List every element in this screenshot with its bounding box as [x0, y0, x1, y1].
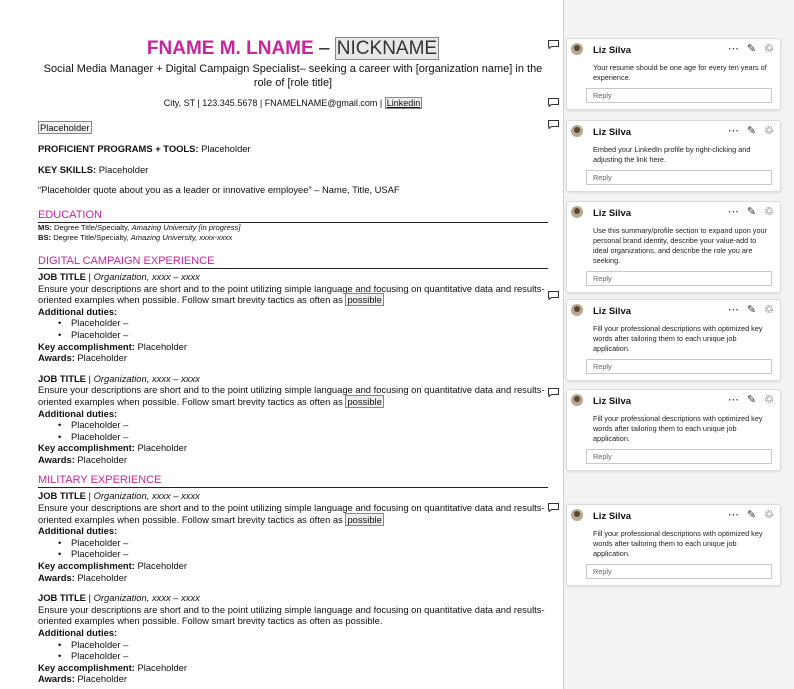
- comment-tools: [728, 124, 774, 137]
- pencil-icon[interactable]: ✎: [746, 509, 757, 521]
- programs-value: Placeholder: [198, 143, 251, 155]
- programs-line: [38, 143, 548, 155]
- comment-author: Liz Silva: [593, 396, 632, 407]
- bs-label: BS:: [38, 232, 52, 242]
- more-options-icon[interactable]: ⋯: [727, 43, 739, 55]
- description-text: Ensure your descriptions are short and to the point utilizing simple language and focusing on quantitative data and results-oriented examples when possible. Follow smart brevity tactics as often as: [38, 502, 545, 525]
- awards-line: [38, 673, 548, 685]
- awards-line: [38, 352, 548, 364]
- separator: |: [85, 592, 94, 604]
- job-organization: Organization, xxxx – xxxx: [93, 592, 200, 604]
- more-options-icon[interactable]: ⋯: [727, 509, 739, 521]
- summary: [38, 121, 548, 135]
- comment-author: Liz Silva: [593, 511, 632, 522]
- separator: |: [85, 270, 94, 282]
- awards-label: Awards:: [38, 352, 75, 364]
- summary-placeholder[interactable]: Placeholder: [40, 121, 90, 133]
- military-job-2: [38, 592, 548, 685]
- comment-text: Fill your professional descriptions with optimized key words after tailoring them to each unique job application.: [593, 324, 763, 353]
- comment-text: Your resume should be one age for every ten years of experience.: [593, 63, 767, 82]
- commented-text[interactable]: possible: [347, 395, 382, 407]
- nickname[interactable]: NICKNAME: [336, 38, 438, 59]
- comment-marker-icon[interactable]: [548, 120, 559, 129]
- name-heading: [38, 36, 548, 62]
- list-item: • Placeholder –: [58, 329, 548, 341]
- ms-school: Amazing University [in progress]: [131, 222, 241, 232]
- linkedin-link[interactable]: Linkedin: [386, 98, 421, 108]
- comment-author: Liz Silva: [593, 127, 632, 138]
- separator: |: [194, 98, 203, 108]
- comment-marker-icon[interactable]: [548, 40, 559, 49]
- like-icon[interactable]: ♲: [764, 206, 774, 218]
- pencil-icon[interactable]: ✎: [746, 304, 757, 316]
- education-heading: EDUCATION: [38, 209, 548, 223]
- commented-text[interactable]: possible: [347, 294, 382, 306]
- more-options-icon[interactable]: ⋯: [727, 125, 739, 137]
- ms-degree: Degree Title/Specialty,: [51, 222, 132, 232]
- comment-header: [567, 505, 780, 527]
- more-options-icon[interactable]: ⋯: [727, 304, 739, 316]
- like-icon[interactable]: ♲: [764, 509, 774, 521]
- job-description: [38, 283, 548, 306]
- job-title: JOB TITLE: [38, 270, 86, 282]
- description-text: Ensure your descriptions are short and to the point utilizing simple language and focusing on quantitative data and results-oriented examples when possible. Follow smart brevity tactics as often as: [38, 282, 545, 306]
- comment-author: Liz Silva: [593, 45, 632, 56]
- skills-value: Placeholder: [96, 163, 149, 175]
- job-organization: Organization, xxxx – xxxx: [93, 490, 200, 502]
- awards-value: Placeholder: [74, 571, 127, 583]
- comment-text: Embed your LinkedIn profile by right-clicking and adjusting the link here.: [593, 145, 751, 164]
- job-header: [38, 592, 548, 604]
- accomplishment-label: Key accomplishment:: [38, 340, 135, 352]
- accomplishment-label: Key accomplishment:: [38, 442, 135, 454]
- awards-value: Placeholder: [74, 352, 127, 364]
- job-header: [38, 271, 548, 283]
- pencil-icon[interactable]: ✎: [746, 394, 757, 406]
- comment-header: [567, 300, 780, 322]
- education-ms: [38, 223, 548, 233]
- military-experience-heading: MILITARY EXPERIENCE: [38, 474, 548, 488]
- contact-line: [38, 98, 548, 110]
- job-organization: Organization, xxxx – xxxx: [93, 372, 200, 384]
- comment-marker-icon[interactable]: [548, 388, 559, 397]
- list-item: • Placeholder –: [58, 317, 548, 329]
- digital-job-1: [38, 271, 548, 364]
- avatar: [571, 43, 583, 55]
- duties-list: [58, 419, 548, 442]
- reply-input[interactable]: Reply: [586, 564, 772, 579]
- job-header: [38, 373, 548, 385]
- comment-marker-icon[interactable]: [548, 291, 559, 300]
- accomplishment-value: Placeholder: [134, 560, 188, 572]
- like-icon[interactable]: ♲: [764, 394, 774, 406]
- awards-label: Awards:: [38, 453, 75, 465]
- like-icon[interactable]: ♲: [764, 43, 774, 55]
- job-title: JOB TITLE: [38, 592, 86, 604]
- accomplishment-line: [38, 442, 548, 454]
- military-job-1: [38, 490, 548, 583]
- list-item: • Placeholder –: [58, 548, 548, 560]
- job-title: JOB TITLE: [38, 490, 86, 502]
- name-dash: –: [313, 38, 335, 59]
- quote-line: “Placeholder quote about you as a leader or innovative employee” – Name, Title, USAF: [38, 184, 400, 196]
- avatar: [571, 125, 583, 137]
- programs-label: PROFICIENT PROGRAMS + TOOLS:: [38, 143, 199, 155]
- job-description: Ensure your descriptions are short and to the point utilizing simple language and focusing on quantitative data and results-oriented examples when possible. Follow smart brevity tactics as often as possible.: [38, 603, 545, 627]
- comment-marker-icon[interactable]: [548, 503, 559, 512]
- comment-author: Liz Silva: [593, 306, 632, 317]
- phone: 123.345.5678: [202, 98, 258, 108]
- comment-author: Liz Silva: [593, 208, 632, 219]
- duties-list: [58, 537, 548, 560]
- comment-marker-icon[interactable]: [548, 98, 559, 107]
- commented-text[interactable]: possible: [347, 513, 382, 525]
- skills-label: KEY SKILLS:: [38, 163, 97, 175]
- duties-label: Additional duties:: [38, 627, 118, 638]
- comment-tools: [728, 393, 774, 406]
- list-item: • Placeholder –: [58, 419, 548, 431]
- skills-line: [38, 164, 548, 176]
- duties-list: [58, 317, 548, 340]
- awards-label: Awards:: [38, 571, 75, 583]
- comment-header: [567, 390, 780, 412]
- like-icon[interactable]: ♲: [764, 125, 774, 137]
- duties-label: Additional duties:: [38, 407, 118, 419]
- comment-card[interactable]: [566, 201, 781, 293]
- pencil-icon[interactable]: ✎: [746, 125, 757, 137]
- accomplishment-value: Placeholder: [134, 340, 188, 352]
- avatar: [571, 509, 583, 521]
- list-item: • Placeholder –: [58, 431, 548, 443]
- list-item: • Placeholder –: [58, 639, 548, 651]
- job-organization: Organization, xxxx – xxxx: [93, 270, 200, 282]
- awards-value: Placeholder: [74, 673, 127, 685]
- reply-input[interactable]: Reply: [586, 271, 772, 286]
- accomplishment-line: [38, 341, 548, 353]
- comment-card[interactable]: [566, 120, 781, 192]
- separator: |: [85, 372, 94, 384]
- duties-label: Additional duties:: [38, 305, 118, 317]
- accomplishment-line: [38, 560, 548, 572]
- avatar: [571, 206, 583, 218]
- digital-job-2: [38, 373, 548, 466]
- comment-card[interactable]: [566, 38, 781, 110]
- list-item: • Placeholder –: [58, 537, 548, 549]
- comment-tools: [728, 508, 774, 521]
- comment-card[interactable]: [566, 299, 781, 381]
- like-icon[interactable]: ♲: [764, 304, 774, 316]
- comment-tools: [728, 42, 774, 55]
- comment-header: [567, 39, 780, 61]
- description-text: Ensure your descriptions are short and to the point utilizing simple language and focusing on quantitative data and results-oriented examples when possible. Follow smart brevity tactics as often as: [38, 384, 545, 407]
- comment-tools: [728, 205, 774, 218]
- job-description: [38, 384, 548, 407]
- education-bs: [38, 233, 548, 243]
- comment-text: Fill your professional descriptions with optimized key words after tailoring them to each unique job application.: [593, 529, 763, 558]
- separator: |: [257, 98, 265, 108]
- more-options-icon[interactable]: ⋯: [727, 394, 739, 406]
- reply-input[interactable]: Reply: [586, 449, 772, 464]
- separator: |: [377, 98, 385, 108]
- awards-label: Awards:: [38, 673, 75, 685]
- pencil-icon[interactable]: ✎: [746, 43, 757, 55]
- duties-label: Additional duties:: [38, 525, 118, 537]
- comment-text: Use this summary/profile section to expand upon your personal brand identity, describe your value-add to ideal organizations, and describe the role you are seeking.: [593, 226, 767, 265]
- comment-header: [567, 202, 780, 224]
- email: FNAMELNAME@gmail.com: [264, 98, 378, 108]
- awards-line: [38, 572, 548, 584]
- job-description: [38, 502, 548, 525]
- reply-input[interactable]: Reply: [586, 359, 772, 374]
- ms-label: MS:: [38, 222, 52, 232]
- awards-line: [38, 454, 548, 466]
- pencil-icon[interactable]: ✎: [746, 206, 757, 218]
- comment-text: Fill your professional descriptions with optimized key words after tailoring them to each unique job application.: [593, 414, 763, 443]
- headline: Social Media Manager + Digital Campaign Specialist– seeking a career with [organization name] in the role of [role title]: [43, 63, 543, 89]
- list-item: • Placeholder –: [58, 650, 548, 662]
- avatar: [571, 394, 583, 406]
- duties-list: [58, 639, 548, 662]
- comment-tools: [728, 303, 774, 316]
- comment-card[interactable]: [566, 504, 781, 586]
- more-options-icon[interactable]: ⋯: [727, 206, 739, 218]
- reply-input[interactable]: Reply: [586, 88, 772, 103]
- bs-school: Amazing University, xxxx-xxxx: [130, 232, 233, 242]
- digital-experience-heading: DIGITAL CAMPAIGN EXPERIENCE: [38, 255, 548, 269]
- location: City, ST: [163, 98, 195, 108]
- reply-input[interactable]: Reply: [586, 170, 772, 185]
- avatar: [571, 304, 583, 316]
- accomplishment-label: Key accomplishment:: [38, 661, 135, 673]
- comment-header: [567, 121, 780, 143]
- full-name: FNAME M. LNAME: [146, 38, 314, 59]
- accomplishment-value: Placeholder: [134, 442, 188, 454]
- accomplishment-value: Placeholder: [134, 661, 188, 673]
- job-header: [38, 490, 548, 502]
- resume-body: [38, 36, 548, 685]
- accomplishment-line: [38, 662, 548, 674]
- comment-card[interactable]: [566, 389, 781, 471]
- bs-degree: Degree Title/Specialty,: [51, 232, 131, 242]
- job-title: JOB TITLE: [38, 372, 86, 384]
- accomplishment-label: Key accomplishment:: [38, 560, 135, 572]
- separator: |: [85, 490, 94, 502]
- awards-value: Placeholder: [74, 453, 127, 465]
